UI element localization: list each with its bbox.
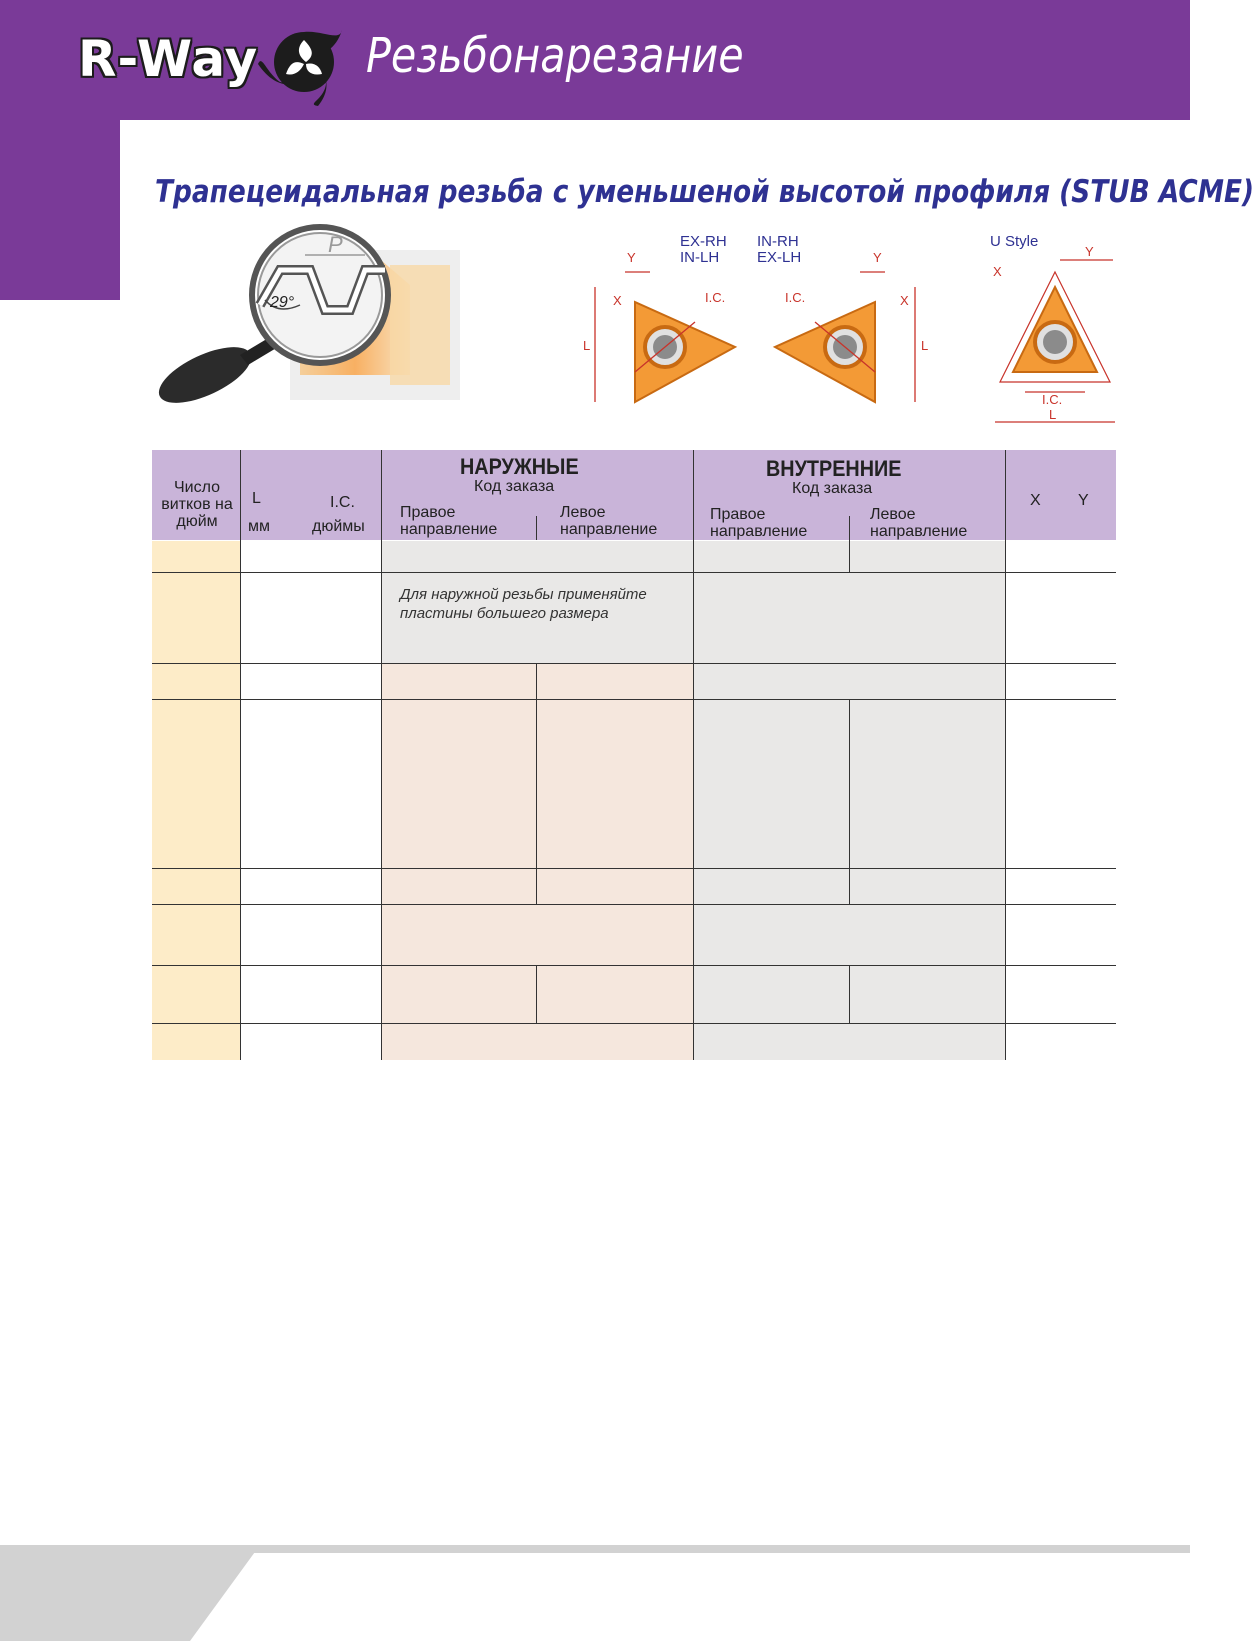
header-x: X bbox=[1030, 492, 1041, 509]
svg-text:L: L bbox=[583, 338, 591, 353]
header-internal: ВНУТРЕННИЕ bbox=[766, 456, 902, 481]
external-note: Для наружной резьбы применяйте пластины большего размера bbox=[400, 586, 647, 622]
col-divider bbox=[536, 664, 537, 699]
svg-text:I.C.: I.C. bbox=[705, 290, 726, 305]
page-title: Трапецеидальная резьба с уменьшеной высотой профиля (STUB ACME) bbox=[155, 174, 1254, 210]
header-l-unit: мм bbox=[248, 518, 270, 535]
header-external: НАРУЖНЫЕ bbox=[460, 454, 579, 479]
col-divider bbox=[849, 700, 850, 904]
header-ic-unit: дюймы bbox=[312, 518, 365, 535]
col-divider bbox=[849, 966, 850, 1023]
row-divider bbox=[152, 663, 1116, 664]
header-internal-right: Правое направление bbox=[710, 506, 808, 540]
svg-text:IN-RH: IN-RH bbox=[757, 233, 799, 250]
header-side-tab bbox=[0, 120, 120, 300]
col-divider bbox=[240, 450, 241, 1060]
header-ic-label: I.C. bbox=[330, 494, 355, 511]
svg-text:Y: Y bbox=[1085, 244, 1094, 259]
header-y: Y bbox=[1078, 492, 1089, 509]
header-external-left: Левое направление bbox=[560, 504, 658, 538]
svg-text:IN-LH: IN-LH bbox=[680, 249, 720, 266]
col-divider bbox=[849, 516, 850, 572]
row-divider bbox=[152, 868, 1116, 869]
svg-text:EX-RH: EX-RH bbox=[680, 233, 727, 250]
svg-text:Y: Y bbox=[627, 250, 636, 265]
svg-text:U Style: U Style bbox=[990, 233, 1039, 250]
svg-text:P: P bbox=[328, 232, 343, 257]
insert-diagram-u-style bbox=[985, 232, 1125, 432]
row-divider bbox=[152, 904, 1116, 905]
svg-text:29°: 29° bbox=[270, 294, 295, 311]
threads-column bbox=[152, 541, 240, 1060]
thread-magnifier-illustration bbox=[160, 225, 480, 420]
svg-text:X: X bbox=[900, 293, 909, 308]
brand-logo-text: R-Way bbox=[78, 30, 259, 88]
header-external-right: Правое направление bbox=[400, 504, 498, 538]
col-divider bbox=[1005, 450, 1006, 1060]
insert-diagrams-rh-lh bbox=[583, 232, 945, 432]
col-divider bbox=[381, 450, 382, 1060]
svg-text:X: X bbox=[993, 264, 1002, 279]
col-divider bbox=[536, 700, 537, 904]
internal-row2 bbox=[694, 573, 1005, 663]
col-divider bbox=[536, 966, 537, 1023]
section-title: Резьбонарезание bbox=[366, 28, 744, 84]
col-divider bbox=[536, 516, 537, 540]
row-divider bbox=[152, 1023, 1116, 1024]
row-divider bbox=[152, 572, 1116, 573]
svg-text:EX-LH: EX-LH bbox=[757, 249, 802, 266]
header-cell-xy bbox=[1006, 450, 1116, 540]
col-divider bbox=[693, 450, 694, 1060]
header-internal-left: Левое направление bbox=[870, 506, 968, 540]
header-external-order: Код заказа bbox=[474, 478, 555, 495]
external-rows bbox=[382, 664, 693, 1060]
header-l-label: L bbox=[252, 490, 261, 507]
row-divider bbox=[152, 965, 1116, 966]
footer-band bbox=[0, 1545, 1190, 1641]
svg-text:L: L bbox=[921, 338, 929, 353]
row-divider bbox=[152, 699, 1116, 700]
svg-text:X: X bbox=[613, 293, 622, 308]
svg-text:L: L bbox=[1049, 407, 1057, 422]
brand-logo-icon bbox=[262, 20, 346, 104]
svg-text:Y: Y bbox=[873, 250, 882, 265]
svg-text:I.C.: I.C. bbox=[785, 290, 806, 305]
svg-text:I.C.: I.C. bbox=[1042, 392, 1063, 407]
insert-table bbox=[152, 450, 1116, 1060]
header-threads-label: Число витков на дюйм bbox=[161, 479, 233, 530]
header-internal-order: Код заказа bbox=[792, 480, 873, 497]
